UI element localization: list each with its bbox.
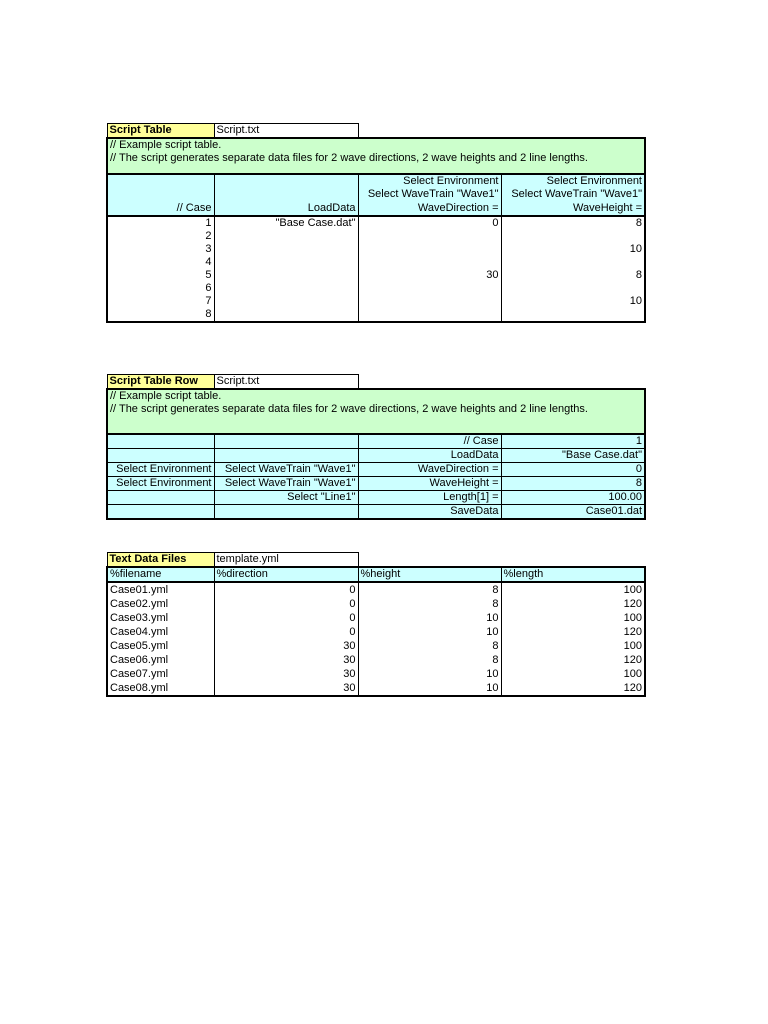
script-table: [106, 123, 646, 323]
script-table-row-file[interactable]: Script.txt: [214, 375, 358, 390]
table-cell[interactable]: 0: [501, 463, 645, 477]
table-cell[interactable]: 120: [501, 625, 645, 639]
table-cell[interactable]: 8: [358, 653, 501, 667]
table-cell[interactable]: [501, 308, 645, 322]
table-cell[interactable]: 10: [501, 243, 645, 256]
table-cell[interactable]: 120: [501, 681, 645, 696]
table-cell[interactable]: 8: [358, 597, 501, 611]
table-cell[interactable]: // Case: [358, 434, 501, 449]
script-table-row-comment-2: // The script generates separate data files for 2 wave directions, 2 wave heights and 2 line lengths.: [107, 403, 645, 416]
column-header: %height: [358, 567, 501, 582]
table-cell[interactable]: 5: [107, 269, 214, 282]
script-table-comment-1: // Example script table.: [107, 138, 645, 152]
table-cell[interactable]: 100: [501, 611, 645, 625]
table-cell[interactable]: Case02.yml: [107, 597, 214, 611]
table-cell[interactable]: 30: [214, 639, 358, 653]
table-cell[interactable]: 100: [501, 582, 645, 597]
table-cell[interactable]: 4: [107, 256, 214, 269]
table-row: [107, 477, 645, 491]
table-row: [107, 597, 645, 611]
table-cell[interactable]: 10: [358, 625, 501, 639]
table-cell[interactable]: 8: [358, 639, 501, 653]
table-cell[interactable]: 8: [501, 269, 645, 282]
table-row: [107, 269, 645, 282]
table-cell[interactable]: 3: [107, 243, 214, 256]
table-cell[interactable]: 120: [501, 653, 645, 667]
script-table-row: [106, 374, 646, 520]
table-cell[interactable]: Case04.yml: [107, 625, 214, 639]
header-cell: Select Environment: [358, 174, 501, 188]
table-cell[interactable]: 30: [214, 681, 358, 696]
table-cell[interactable]: 8: [107, 308, 214, 322]
table-cell[interactable]: 100: [501, 667, 645, 681]
column-header: %filename: [107, 567, 214, 582]
text-data-files-title: Text Data Files: [107, 553, 214, 568]
table-cell[interactable]: WaveDirection =: [358, 463, 501, 477]
table-cell[interactable]: 8: [358, 582, 501, 597]
table-row: [107, 449, 645, 463]
table-row: [107, 681, 645, 696]
table-cell[interactable]: 30: [214, 667, 358, 681]
table-cell[interactable]: 1: [501, 434, 645, 449]
table-cell[interactable]: [214, 505, 358, 520]
script-table-row-comment-blank: [107, 416, 645, 434]
header-cell: Select Environment: [501, 174, 645, 188]
column-header: %length: [501, 567, 645, 582]
header-cell: [107, 188, 214, 201]
table-cell[interactable]: Case05.yml: [107, 639, 214, 653]
table-cell[interactable]: 6: [107, 282, 214, 295]
header-cell: // Case: [107, 201, 214, 216]
table-row: [107, 582, 645, 597]
table-cell[interactable]: [214, 308, 358, 322]
table-cell[interactable]: 7: [107, 295, 214, 308]
table-row: [107, 653, 645, 667]
table-cell[interactable]: Select Environment: [107, 463, 214, 477]
table-cell[interactable]: 30: [358, 269, 501, 282]
table-row: [107, 243, 645, 256]
table-cell[interactable]: [214, 256, 358, 269]
table-row: [107, 295, 645, 308]
table-row: [107, 491, 645, 505]
script-table-comment-2: // The script generates separate data files for 2 wave directions, 2 wave heights and 2 line lengths.: [107, 152, 645, 165]
table-row: [107, 216, 645, 230]
table-cell[interactable]: 10: [358, 611, 501, 625]
table-cell[interactable]: Select WaveTrain "Wave1": [214, 463, 358, 477]
table-cell[interactable]: 0: [214, 582, 358, 597]
table-cell[interactable]: [214, 449, 358, 463]
table-cell[interactable]: SaveData: [358, 505, 501, 520]
table-row: [107, 625, 645, 639]
table-cell[interactable]: Select WaveTrain "Wave1": [214, 477, 358, 491]
table-cell[interactable]: [214, 282, 358, 295]
header-cell: [214, 174, 358, 188]
table-cell[interactable]: Select "Line1": [214, 491, 358, 505]
table-cell[interactable]: [358, 282, 501, 295]
table-cell[interactable]: [107, 449, 214, 463]
table-cell[interactable]: 0: [214, 597, 358, 611]
script-table-file[interactable]: Script.txt: [214, 124, 358, 139]
table-row: [107, 434, 645, 449]
table-cell[interactable]: Case01.dat: [501, 505, 645, 520]
header-cell: [214, 188, 358, 201]
script-table-row-title: Script Table Row: [107, 375, 214, 390]
header-cell: Select WaveTrain "Wave1": [358, 188, 501, 201]
table-cell[interactable]: 30: [214, 653, 358, 667]
table-cell[interactable]: 0: [214, 611, 358, 625]
table-cell[interactable]: [107, 505, 214, 520]
header-cell: Select WaveTrain "Wave1": [501, 188, 645, 201]
table-cell[interactable]: [358, 308, 501, 322]
table-cell[interactable]: Length[1] =: [358, 491, 501, 505]
header-cell: LoadData: [214, 201, 358, 216]
table-cell[interactable]: [214, 295, 358, 308]
column-header: %direction: [214, 567, 358, 582]
table-cell[interactable]: [214, 434, 358, 449]
table-cell[interactable]: [107, 434, 214, 449]
table-cell[interactable]: WaveHeight =: [358, 477, 501, 491]
table-cell[interactable]: Select Environment: [107, 477, 214, 491]
table-cell[interactable]: "Base Case.dat": [214, 216, 358, 230]
table-cell[interactable]: [214, 269, 358, 282]
header-cell: [107, 174, 214, 188]
script-table-row-comment-1: // Example script table.: [107, 389, 645, 403]
script-table-comment-blank: [107, 165, 645, 174]
table-row: [107, 639, 645, 653]
table-cell[interactable]: LoadData: [358, 449, 501, 463]
table-cell[interactable]: 8: [501, 216, 645, 230]
table-cell[interactable]: [501, 282, 645, 295]
table-cell[interactable]: 10: [501, 295, 645, 308]
table-cell[interactable]: [501, 230, 645, 243]
script-table-title: Script Table: [107, 124, 214, 139]
text-data-files-table: [106, 552, 646, 697]
table-cell[interactable]: 0: [214, 625, 358, 639]
table-row: [107, 505, 645, 520]
table-cell[interactable]: [358, 230, 501, 243]
table-cell[interactable]: Case03.yml: [107, 611, 214, 625]
table-cell[interactable]: 8: [501, 477, 645, 491]
table-cell[interactable]: 100: [501, 639, 645, 653]
table-cell[interactable]: Case08.yml: [107, 681, 214, 696]
text-data-files-template[interactable]: template.yml: [214, 553, 358, 568]
table-cell[interactable]: [358, 243, 501, 256]
header-cell: WaveDirection =: [358, 201, 501, 216]
table-cell[interactable]: "Base Case.dat": [501, 449, 645, 463]
table-cell[interactable]: [107, 491, 214, 505]
table-row: [107, 230, 645, 243]
table-cell[interactable]: [358, 295, 501, 308]
header-cell: WaveHeight =: [501, 201, 645, 216]
table-cell[interactable]: 0: [358, 216, 501, 230]
table-cell[interactable]: Case01.yml: [107, 582, 214, 597]
table-cell[interactable]: 120: [501, 597, 645, 611]
table-cell[interactable]: [501, 256, 645, 269]
table-cell[interactable]: [214, 230, 358, 243]
table-cell[interactable]: Case07.yml: [107, 667, 214, 681]
table-cell[interactable]: 1: [107, 216, 214, 230]
table-row: [107, 463, 645, 477]
table-row: [107, 611, 645, 625]
table-row: [107, 667, 645, 681]
table-cell[interactable]: Case06.yml: [107, 653, 214, 667]
table-row: [107, 282, 645, 295]
table-cell[interactable]: 100.00: [501, 491, 645, 505]
table-cell[interactable]: 2: [107, 230, 214, 243]
table-row: [107, 256, 645, 269]
table-row: [107, 308, 645, 322]
table-cell[interactable]: [214, 243, 358, 256]
table-cell[interactable]: 10: [358, 681, 501, 696]
table-cell[interactable]: [358, 256, 501, 269]
table-cell[interactable]: 10: [358, 667, 501, 681]
